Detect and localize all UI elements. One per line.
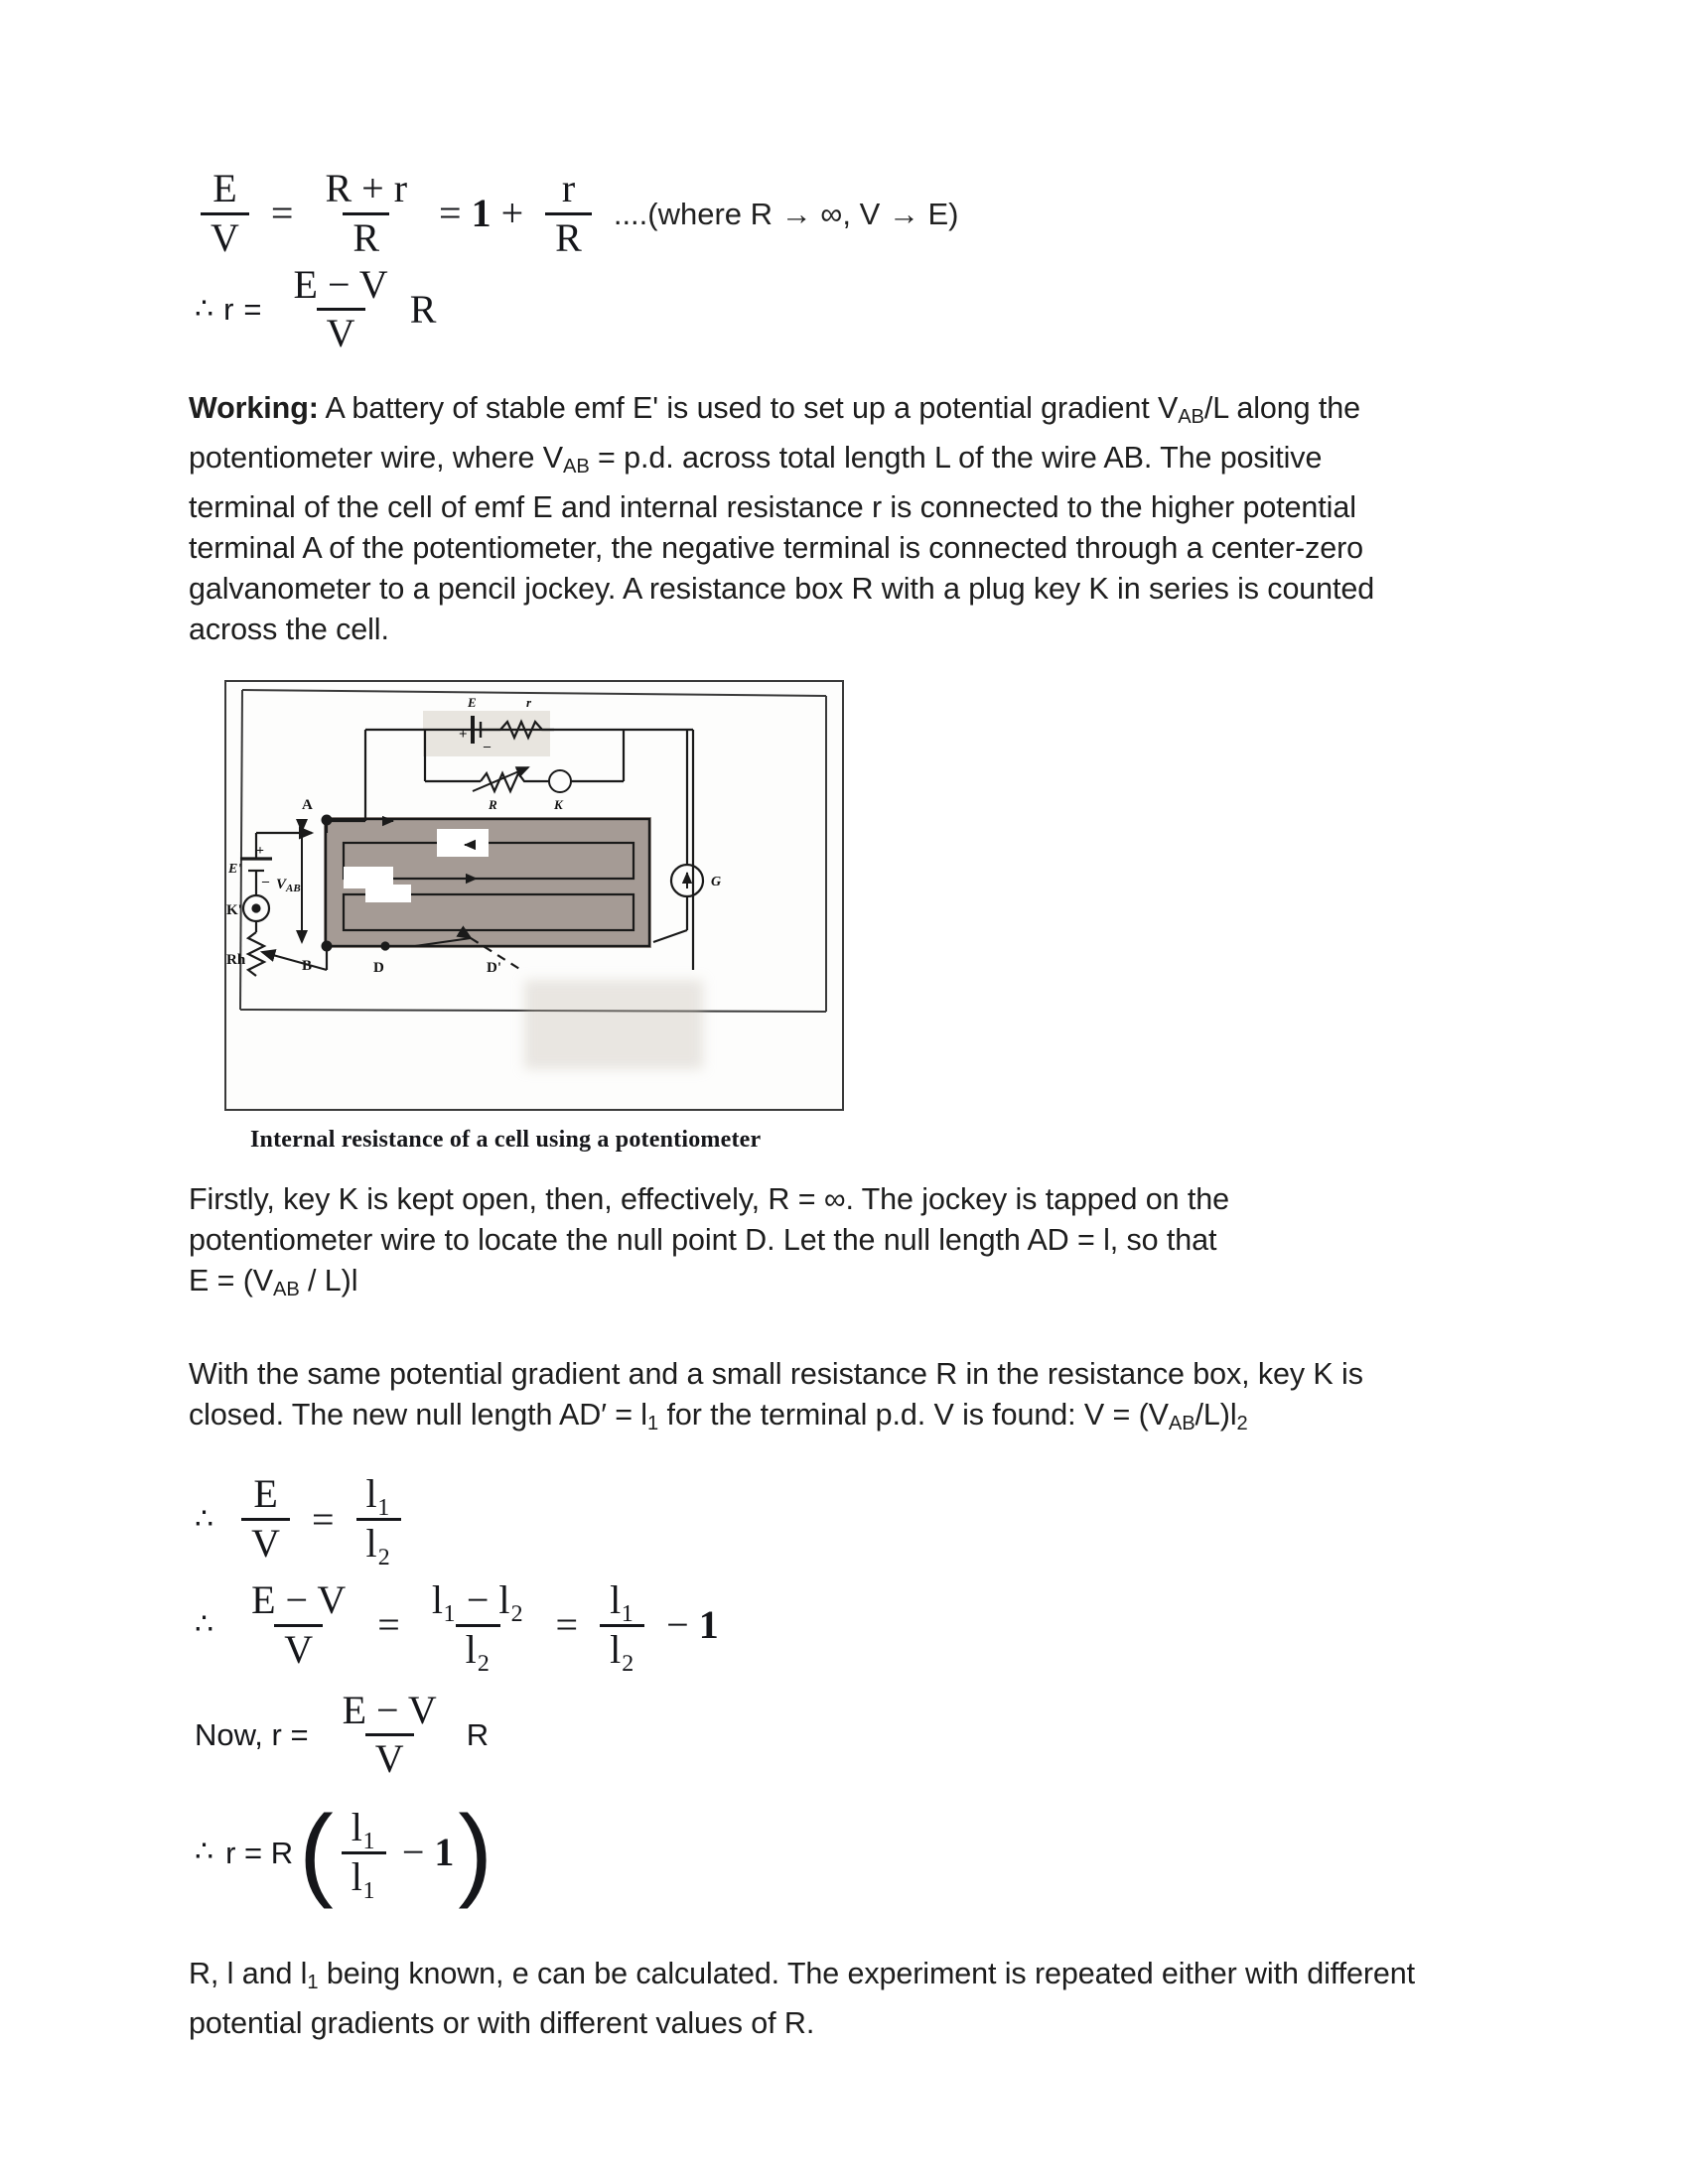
eq3-fraction-E-over-V bbox=[241, 1471, 290, 1567]
equation-3 bbox=[189, 1471, 1499, 1567]
eq2-denominator: V bbox=[317, 308, 365, 354]
eq1-fraction-r-over-R bbox=[545, 166, 592, 260]
eq1-f2-numerator: r bbox=[561, 166, 576, 210]
eq6-paren-open: ( bbox=[299, 1794, 334, 1910]
eq6-paren-close: ) bbox=[458, 1794, 493, 1910]
equation-4 bbox=[189, 1576, 1499, 1672]
svg-text:K': K' bbox=[226, 902, 242, 919]
eq3-f1-numerator: E bbox=[253, 1471, 278, 1517]
eq4-fraction-l1-over-l2 bbox=[600, 1576, 644, 1672]
eq1-denominator: V bbox=[201, 212, 249, 259]
working-text-3: = p.d. across total length L of the wire AB. The positive terminal of the cell of emf E and internal resistance r is connected to the higher potential terminal A of the potentiometer, the negative terminal is connected through a center-zero galvanometer to a pencil jockey. A resistance box R with a plug key K in series is counted across the cell. bbox=[189, 441, 1375, 647]
eq1-fraction-E-over-V bbox=[201, 166, 249, 260]
svg-text:_: _ bbox=[262, 870, 269, 886]
withsame-text-a: With the same potential gradient and a small resistance R in the resistance box, key K is closed. The new null length AD′ = l bbox=[189, 1357, 1363, 1433]
final-text-b: being known, e can be calculated. The experiment is repeated either with different potential gradients or with different values of R. bbox=[189, 1956, 1415, 2040]
firstly-eq-a: E = (V bbox=[189, 1264, 274, 1298]
figure-block bbox=[224, 680, 1499, 1154]
eq4-equals-1: = bbox=[377, 1602, 400, 1648]
equation-2 bbox=[189, 261, 1499, 356]
working-label: Working: bbox=[189, 391, 319, 426]
working-sub-ab-1: AB bbox=[1178, 406, 1204, 429]
eq1-note: ....(where R → ∞, V → E) bbox=[613, 196, 959, 231]
working-sub-ab-2: AB bbox=[563, 456, 590, 478]
eq1-fraction-Rplusr-over-R bbox=[315, 166, 417, 260]
circuit-diagram-svg bbox=[226, 682, 842, 1109]
eq2-numerator: E − V bbox=[293, 261, 388, 307]
working-paragraph bbox=[189, 388, 1425, 650]
working-text-2: /L along the potentiometer wire, where V bbox=[189, 391, 1360, 476]
svg-text:E': E' bbox=[228, 862, 242, 878]
eq4-f2-numerator: l₁ − l₂ bbox=[431, 1576, 524, 1622]
svg-text:E: E bbox=[468, 695, 477, 711]
eq3-f2-numerator: l₁ bbox=[365, 1471, 391, 1517]
eq3-f1-denominator: V bbox=[241, 1518, 290, 1565]
eq6-numerator: l₁ bbox=[351, 1805, 376, 1850]
svg-text:_: _ bbox=[484, 735, 491, 751]
eq4-minus: − bbox=[666, 1602, 689, 1648]
final-paragraph bbox=[189, 1954, 1425, 2044]
eq1-f2-denominator: R bbox=[545, 212, 592, 259]
eq1-f1-numerator: R + r bbox=[325, 166, 408, 210]
eq4-fraction-EminusV-over-V bbox=[241, 1576, 355, 1672]
svg-text:D: D bbox=[373, 960, 384, 977]
eq4-fraction-l1minusl2-over-l2 bbox=[422, 1576, 534, 1672]
svg-text:A: A bbox=[302, 797, 313, 814]
svg-text:+: + bbox=[256, 844, 264, 860]
equation-6 bbox=[189, 1794, 1499, 1910]
eq5-denominator: V bbox=[365, 1733, 414, 1780]
eq2-fraction bbox=[284, 261, 398, 356]
eq4-f3-numerator: l₁ bbox=[610, 1576, 635, 1622]
svg-text:B: B bbox=[302, 958, 313, 975]
withsame-sub-2: 2 bbox=[1236, 1413, 1248, 1435]
eq5-fraction bbox=[333, 1687, 447, 1782]
svg-text:Rh: Rh bbox=[226, 952, 246, 969]
eq6-fraction bbox=[342, 1805, 386, 1899]
withsame-sub-1: 1 bbox=[646, 1413, 659, 1435]
eq1-plus: + bbox=[500, 191, 524, 236]
eq1-equals-2: = bbox=[439, 191, 462, 236]
eq5-numerator: E − V bbox=[342, 1687, 437, 1732]
eq1-equals-1: = bbox=[270, 191, 294, 236]
eq3-f2-denominator: l₂ bbox=[356, 1518, 401, 1565]
withsame-text-c: /L)l bbox=[1195, 1398, 1237, 1433]
eq2-tail-R: R bbox=[409, 286, 437, 332]
eq1-f1-denominator: R bbox=[343, 212, 389, 259]
final-text-a: R, l and l bbox=[189, 1956, 308, 1990]
eq2-lhs: r bbox=[223, 292, 234, 328]
eq6-minus: − bbox=[401, 1830, 425, 1875]
eq1-numerator: E bbox=[212, 166, 237, 210]
svg-text:D': D' bbox=[487, 960, 501, 977]
eq4-f1-numerator: E − V bbox=[251, 1576, 347, 1622]
figure-caption: Internal resistance of a cell using a potentiometer bbox=[250, 1127, 762, 1154]
eq4-f3-denominator: l₂ bbox=[600, 1624, 644, 1671]
eq5-prefix: Now, r = bbox=[195, 1717, 309, 1753]
eq3-therefore: ∴ bbox=[195, 1502, 214, 1536]
eq3-fraction-l1-over-l2 bbox=[356, 1471, 401, 1567]
final-sub: 1 bbox=[307, 1971, 319, 1993]
firstly-eq-sub: AB bbox=[273, 1279, 300, 1301]
equation-1 bbox=[189, 166, 1499, 260]
document-content bbox=[189, 166, 1499, 2044]
svg-text:r: r bbox=[526, 695, 532, 711]
svg-text:+: + bbox=[459, 727, 468, 744]
eq6-one: 1 bbox=[434, 1830, 455, 1875]
svg-text:VAB: $V_{AB}$ bbox=[276, 877, 301, 895]
withsame-text-b: for the terminal p.d. V is found: V = (V bbox=[658, 1398, 1169, 1433]
eq5-tail-R: R bbox=[466, 1717, 490, 1753]
equation-5 bbox=[189, 1687, 1499, 1782]
eq4-equals-2: = bbox=[555, 1602, 579, 1648]
firstly-text: Firstly, key K is kept open, then, effectively, R = ∞. The jockey is tapped on the potentiometer wire to locate the null point D. Let the null length AD = l, so that bbox=[189, 1182, 1229, 1258]
eq3-equals: = bbox=[311, 1496, 335, 1542]
eq4-therefore: ∴ bbox=[195, 1608, 214, 1642]
svg-text:K: K bbox=[554, 797, 563, 813]
circuit-diagram bbox=[224, 680, 844, 1111]
eq1-one: 1 bbox=[471, 191, 492, 236]
eq4-f2-denominator: l₂ bbox=[456, 1624, 500, 1671]
eq2-therefore: ∴ bbox=[195, 292, 214, 326]
with-same-gradient-paragraph bbox=[189, 1354, 1425, 1444]
firstly-eq-b: / L)l bbox=[299, 1264, 358, 1298]
eq4-one: 1 bbox=[698, 1602, 719, 1648]
firstly-paragraph bbox=[189, 1179, 1360, 1310]
withsame-sub-ab: AB bbox=[1168, 1413, 1196, 1435]
eq2-equals: = bbox=[243, 292, 262, 328]
eq6-lhs: r = R bbox=[225, 1835, 294, 1870]
svg-text:R: R bbox=[489, 797, 497, 813]
svg-text:G: G bbox=[711, 875, 722, 890]
eq6-therefore: ∴ bbox=[195, 1836, 214, 1869]
eq4-f1-denominator: V bbox=[274, 1624, 323, 1671]
eq6-denominator: l₁ bbox=[342, 1851, 386, 1898]
working-text-1: A battery of stable emf E' is used to set up a potential gradient V bbox=[318, 391, 1179, 426]
